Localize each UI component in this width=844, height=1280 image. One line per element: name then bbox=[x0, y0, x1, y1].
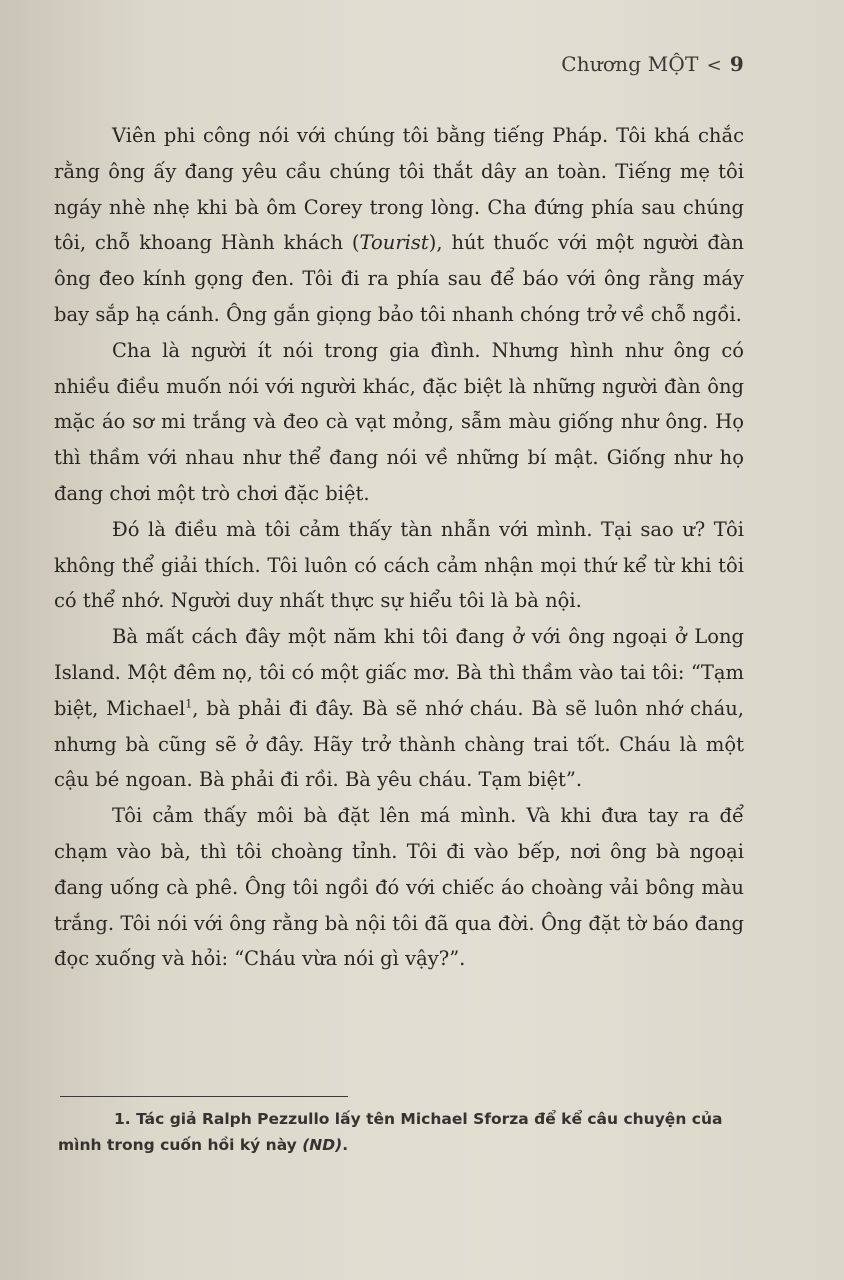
footnote-reference[interactable]: 1 bbox=[185, 697, 193, 711]
paragraph-4-text-a: Bà mất cách đây một năm khi tôi đang ở với ông ngoại ở Long Island. Một đêm nọ, tôi có một giấc mơ. Bà thì thầm vào tai tôi: “Tạm biệt, Michael bbox=[54, 625, 744, 720]
paragraph-3: Đó là điều mà tôi cảm thấy tàn nhẫn với mình. Tại sao ư? Tôi không thể giải thích. Tôi luôn có cách cảm nhận mọi thứ kể từ khi tôi có thể nhớ. Người duy nhất thực sự hiểu tôi là bà nội. bbox=[54, 517, 744, 613]
paragraph-1 bbox=[54, 118, 744, 333]
footnote-text: 1. Tác giả Ralph Pezzullo lấy tên Michael Sforza để kể câu chuyện của mình trong cuốn hồi ký này bbox=[58, 1110, 723, 1154]
paragraph-1-text-b: ), hút thuốc với một người đàn ông đeo kính gọng đen. Tôi đi ra phía sau để báo với ông rằng máy bay sắp hạ cánh. Ông gắn giọng bảo tôi nhanh chóng trở về chỗ ngồi. bbox=[54, 231, 744, 326]
body-text bbox=[54, 118, 744, 977]
footnote-end: . bbox=[342, 1136, 349, 1154]
page-number: 9 bbox=[729, 52, 744, 76]
footnote bbox=[58, 1106, 748, 1158]
chapter-title: Chương MỘT bbox=[561, 52, 699, 76]
paragraph-1-text-a: Viên phi công nói với chúng tôi bằng tiếng Pháp. Tôi khá chắc rằng ông ấy đang yêu cầu chúng tôi thắt dây an toàn. Tiếng mẹ tôi ngáy nhè nhẹ khi bà ôm Corey trong lòng. Cha đứng phía sau chúng tôi, chỗ khoang Hành khách ( bbox=[54, 124, 744, 255]
running-header bbox=[561, 52, 744, 76]
paragraph-2: Cha là người ít nói trong gia đình. Nhưng hình như ông có nhiều điều muốn nói với người khác, đặc biệt là những người đàn ông mặc áo sơ mi trắng và đeo cà vạt mỏng, sẫm màu giống như ông. Họ thì thầm với nhau như thể đang nói về những bí mật. Giống như họ đang chơi một trò chơi đặc biệt. bbox=[54, 338, 744, 505]
paragraph-1-italic: Tourist bbox=[359, 231, 429, 255]
footnote-italic: (ND) bbox=[302, 1136, 343, 1154]
paragraph-4-text-b: , bà phải đi đây. Bà sẽ nhớ cháu. Bà sẽ luôn nhớ cháu, nhưng bà cũng sẽ ở đây. Hãy trở thành chàng trai tốt. Cháu là một cậu bé ngoan. Bà phải đi rồi. Bà yêu cháu. Tạm biệt”. bbox=[54, 696, 744, 792]
footnote-divider bbox=[60, 1096, 348, 1097]
paragraph-5: Tôi cảm thấy môi bà đặt lên má mình. Và khi đưa tay ra để chạm vào bà, thì tôi choàng tỉnh. Tôi đi vào bếp, nơi ông bà ngoại đang uống cà phê. Ông tôi ngồi đó với chiếc áo choàng vải bông màu trắng. Tôi nói với ông rằng bà nội tôi đã qua đời. Ông đặt tờ báo đang đọc xuống và hỏi: “Cháu vừa nói gì vậy?”. bbox=[54, 804, 744, 971]
paragraph-4 bbox=[54, 619, 744, 798]
header-separator: < bbox=[706, 55, 722, 76]
